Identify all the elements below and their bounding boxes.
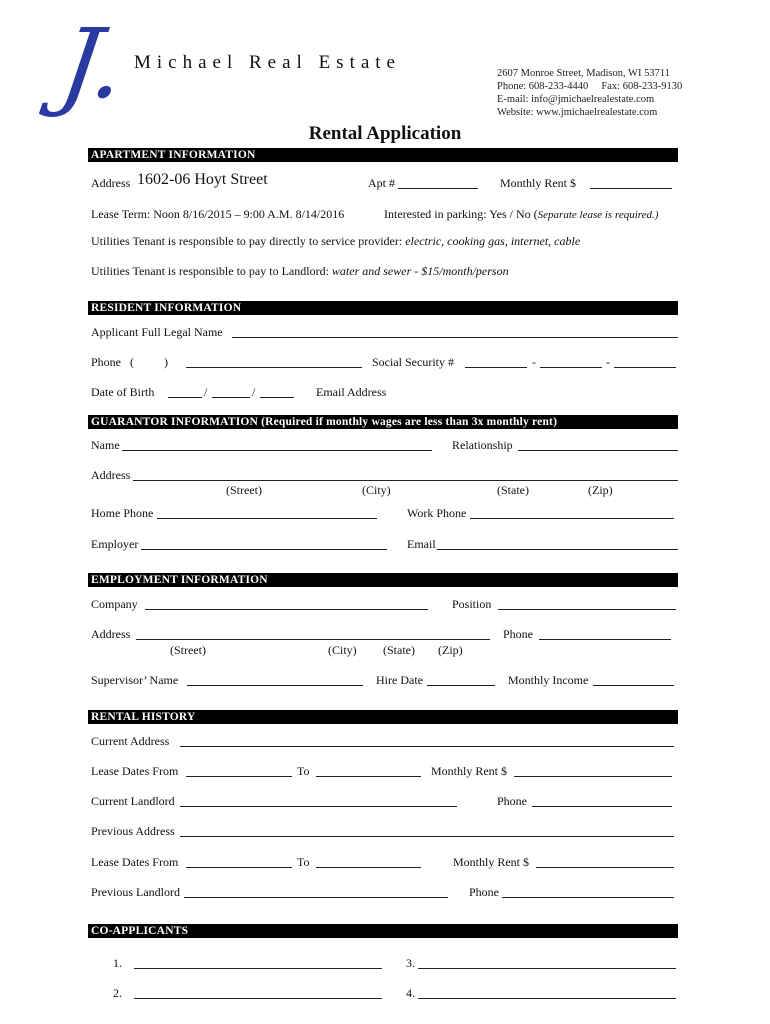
home-phone-label: Home Phone bbox=[91, 506, 154, 520]
phone-field[interactable] bbox=[186, 367, 362, 368]
position-field[interactable] bbox=[498, 609, 676, 610]
position-label: Position bbox=[452, 597, 492, 611]
guarantor-email-field[interactable] bbox=[437, 549, 678, 550]
guarantor-name-label: Name bbox=[91, 438, 120, 452]
guarantor-city-hint: (City) bbox=[362, 483, 391, 497]
contact-website: Website: www.jmichaelrealestate.com bbox=[497, 107, 658, 118]
applicant-name-label: Applicant Full Legal Name bbox=[91, 325, 223, 339]
monthly-income-field[interactable] bbox=[593, 685, 674, 686]
employment-street-hint: (Street) bbox=[170, 643, 206, 657]
guarantor-address-label: Address bbox=[91, 468, 131, 482]
company-name: Michael Real Estate bbox=[134, 52, 401, 73]
employment-address-field[interactable] bbox=[136, 639, 490, 640]
monthly-income-label: Monthly Income bbox=[508, 673, 589, 687]
dob-year-field[interactable] bbox=[260, 397, 294, 398]
previous-rent-field[interactable] bbox=[536, 867, 674, 868]
dob-slash-1: / bbox=[204, 385, 208, 399]
current-landlord-field[interactable] bbox=[180, 806, 457, 807]
work-phone-label: Work Phone bbox=[407, 506, 467, 520]
guarantor-address-field[interactable] bbox=[133, 480, 678, 481]
supervisor-field[interactable] bbox=[187, 685, 363, 686]
hire-date-label: Hire Date bbox=[376, 673, 423, 687]
monthly-rent-field[interactable] bbox=[590, 188, 672, 189]
employment-address-label: Address bbox=[91, 627, 131, 641]
employment-zip-hint: (Zip) bbox=[438, 643, 463, 657]
section-resident: RESIDENT INFORMATION bbox=[88, 301, 678, 315]
employment-phone-label: Phone bbox=[503, 627, 533, 641]
section-guarantor: GUARANTOR INFORMATION (Required if monthly wages are less than 3x monthly rent) bbox=[88, 415, 678, 429]
utilities-landlord: Utilities Tenant is responsible to pay to Landlord: water and sewer - $15/month/person bbox=[91, 264, 509, 278]
employment-city-hint: (City) bbox=[328, 643, 357, 657]
dob-month-field[interactable] bbox=[168, 397, 202, 398]
lease-from-field[interactable] bbox=[186, 776, 292, 777]
lease-term: Lease Term: Noon 8/16/2015 – 9:00 A.M. 8/14/2016 bbox=[91, 207, 345, 221]
lease-to-label: To bbox=[297, 764, 310, 778]
current-landlord-phone-field[interactable] bbox=[532, 806, 672, 807]
lease-from-field-2[interactable] bbox=[186, 867, 292, 868]
work-phone-field[interactable] bbox=[470, 518, 674, 519]
ssn-label: Social Security # bbox=[372, 355, 454, 369]
current-rent-label: Monthly Rent $ bbox=[431, 764, 508, 778]
current-landlord-phone-label: Phone bbox=[497, 794, 527, 808]
guarantor-street-hint: (Street) bbox=[226, 483, 262, 497]
co-applicant-field-3[interactable] bbox=[418, 968, 676, 969]
relationship-label: Relationship bbox=[452, 438, 513, 452]
lease-to-label-2: To bbox=[297, 855, 310, 869]
logo-letter: J. bbox=[54, 8, 132, 120]
address-value[interactable]: 1602-06 Hoyt Street bbox=[137, 171, 268, 188]
ssn-field-2[interactable] bbox=[540, 367, 602, 368]
previous-rent-label: Monthly Rent $ bbox=[453, 855, 530, 869]
monthly-rent-label: Monthly Rent $ bbox=[500, 176, 577, 190]
co-applicant-field-2[interactable] bbox=[134, 998, 382, 999]
ssn-field-1[interactable] bbox=[465, 367, 527, 368]
dob-day-field[interactable] bbox=[212, 397, 250, 398]
hire-date-field[interactable] bbox=[427, 685, 495, 686]
previous-landlord-phone-label: Phone bbox=[469, 885, 499, 899]
ssn-dash-1: - bbox=[532, 355, 536, 369]
apt-field[interactable] bbox=[398, 188, 478, 189]
guarantor-name-field[interactable] bbox=[122, 450, 432, 451]
current-landlord-label: Current Landlord bbox=[91, 794, 175, 808]
lease-from-label: Lease Dates From bbox=[91, 764, 179, 778]
section-rental-history: RENTAL HISTORY bbox=[88, 710, 678, 724]
dob-slash-2: / bbox=[252, 385, 256, 399]
lease-to-field-2[interactable] bbox=[316, 867, 421, 868]
employer-field[interactable] bbox=[141, 549, 387, 550]
previous-address-label: Previous Address bbox=[91, 824, 175, 838]
employment-state-hint: (State) bbox=[383, 643, 415, 657]
previous-landlord-phone-field[interactable] bbox=[502, 897, 674, 898]
co-applicant-number-3: 3. bbox=[406, 956, 415, 970]
previous-address-field[interactable] bbox=[180, 836, 674, 837]
guarantor-email-label: Email bbox=[407, 537, 436, 551]
section-co-applicants: CO-APPLICANTS bbox=[88, 924, 678, 938]
parking-question[interactable]: Interested in parking: Yes / No (Separate lease is required.) bbox=[384, 207, 659, 221]
employer-label: Employer bbox=[91, 537, 139, 551]
co-applicant-field-4[interactable] bbox=[418, 998, 676, 999]
phone-label: Phone ( ) bbox=[91, 355, 168, 369]
section-apartment: APARTMENT INFORMATION bbox=[88, 148, 678, 162]
apt-label: Apt # bbox=[368, 176, 395, 190]
co-applicant-field-1[interactable] bbox=[134, 968, 382, 969]
ssn-field-3[interactable] bbox=[614, 367, 676, 368]
section-employment: EMPLOYMENT INFORMATION bbox=[88, 573, 678, 587]
guarantor-state-hint: (State) bbox=[497, 483, 529, 497]
relationship-field[interactable] bbox=[518, 450, 678, 451]
lease-to-field[interactable] bbox=[316, 776, 421, 777]
form-title: Rental Application bbox=[308, 123, 462, 144]
co-applicant-number-1: 1. bbox=[113, 956, 122, 970]
current-address-field[interactable] bbox=[180, 746, 674, 747]
guarantor-zip-hint: (Zip) bbox=[588, 483, 613, 497]
contact-phone-fax: Phone: 608-233-4440 Fax: 608-233-9130 bbox=[497, 81, 683, 92]
current-address-label: Current Address bbox=[91, 734, 170, 748]
address-label: Address bbox=[91, 176, 131, 190]
supervisor-label: Supervisor’ Name bbox=[91, 673, 179, 687]
contact-block bbox=[497, 67, 682, 119]
ssn-dash-2: - bbox=[606, 355, 610, 369]
previous-landlord-field[interactable] bbox=[184, 897, 448, 898]
current-rent-field[interactable] bbox=[514, 776, 672, 777]
previous-landlord-label: Previous Landlord bbox=[91, 885, 180, 899]
utilities-provider: Utilities Tenant is responsible to pay directly to service provider: electric, cooking gas, internet, cable bbox=[91, 234, 581, 248]
dob-label: Date of Birth bbox=[91, 385, 155, 399]
home-phone-field[interactable] bbox=[157, 518, 377, 519]
applicant-name-field[interactable] bbox=[232, 337, 678, 338]
contact-address: 2607 Monroe Street, Madison, WI 53711 bbox=[497, 68, 670, 79]
email-label: Email Address bbox=[316, 385, 387, 399]
company-field[interactable] bbox=[145, 609, 428, 610]
co-applicant-number-4: 4. bbox=[406, 986, 415, 1000]
lease-from-label-2: Lease Dates From bbox=[91, 855, 179, 869]
co-applicant-number-2: 2. bbox=[113, 986, 122, 1000]
contact-email: E-mail: info@jmichaelrealestate.com bbox=[497, 94, 655, 105]
company-label: Company bbox=[91, 597, 138, 611]
employment-phone-field[interactable] bbox=[539, 639, 671, 640]
